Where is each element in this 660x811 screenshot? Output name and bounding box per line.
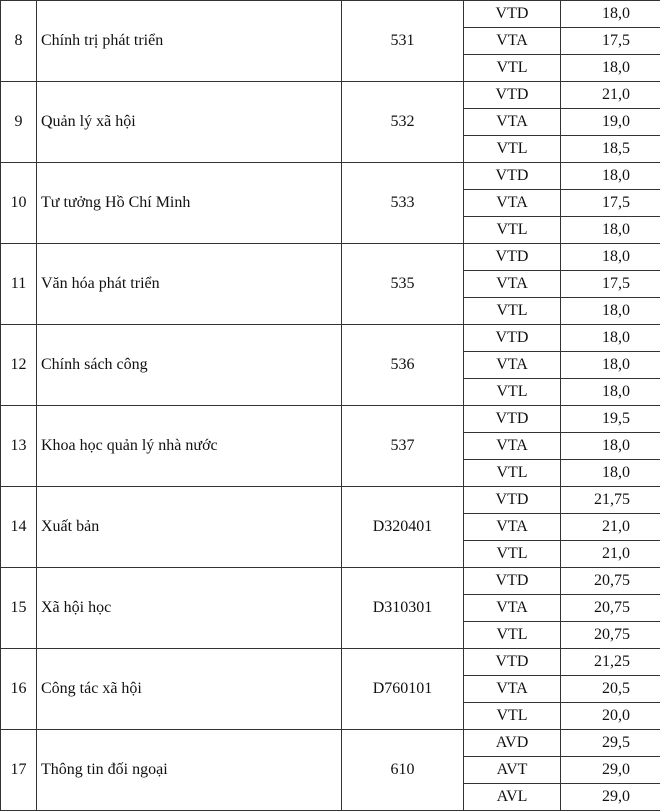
major-code: 531 — [342, 1, 464, 82]
table-row — [1, 1, 660, 28]
exam-group: VTL — [464, 217, 561, 244]
exam-group: VTA — [464, 271, 561, 298]
row-number: 8 — [1, 1, 37, 82]
exam-group: VTD — [464, 487, 561, 514]
major-code: 537 — [342, 406, 464, 487]
exam-group: VTL — [464, 55, 561, 82]
cutoff-score: 20,5 — [561, 676, 660, 703]
row-number: 12 — [1, 325, 37, 406]
cutoff-score: 19,5 — [561, 406, 660, 433]
exam-group: AVD — [464, 730, 561, 757]
major-code: 532 — [342, 82, 464, 163]
row-number: 11 — [1, 244, 37, 325]
major-name: Văn hóa phát triển — [37, 244, 342, 325]
major-code: 535 — [342, 244, 464, 325]
exam-group: VTL — [464, 460, 561, 487]
row-number: 14 — [1, 487, 37, 568]
exam-group: VTL — [464, 541, 561, 568]
cutoff-score: 18,0 — [561, 244, 660, 271]
major-name: Quản lý xã hội — [37, 82, 342, 163]
major-code: D760101 — [342, 649, 464, 730]
cutoff-score: 18,0 — [561, 325, 660, 352]
exam-group: VTD — [464, 406, 561, 433]
major-code: D320401 — [342, 487, 464, 568]
exam-group: VTA — [464, 109, 561, 136]
cutoff-score: 29,0 — [561, 757, 660, 784]
table-row — [1, 163, 660, 190]
cutoff-score: 21,0 — [561, 541, 660, 568]
exam-group: VTA — [464, 676, 561, 703]
exam-group: VTA — [464, 352, 561, 379]
exam-group: VTD — [464, 568, 561, 595]
cutoff-score: 20,75 — [561, 595, 660, 622]
cutoff-score: 20,0 — [561, 703, 660, 730]
exam-group: AVL — [464, 784, 561, 811]
cutoff-score: 20,75 — [561, 622, 660, 649]
row-number: 15 — [1, 568, 37, 649]
exam-group: VTD — [464, 1, 561, 28]
cutoff-score: 17,5 — [561, 28, 660, 55]
exam-group: VTA — [464, 595, 561, 622]
exam-group: VTD — [464, 82, 561, 109]
major-name: Xã hội học — [37, 568, 342, 649]
cutoff-score: 17,5 — [561, 271, 660, 298]
cutoff-score: 17,5 — [561, 190, 660, 217]
cutoff-score: 20,75 — [561, 568, 660, 595]
major-code: 536 — [342, 325, 464, 406]
exam-group: VTA — [464, 514, 561, 541]
row-number: 10 — [1, 163, 37, 244]
row-number: 13 — [1, 406, 37, 487]
cutoff-score: 18,0 — [561, 379, 660, 406]
exam-group: VTL — [464, 298, 561, 325]
major-name: Chính trị phát triển — [37, 1, 342, 82]
table-row — [1, 325, 660, 352]
exam-group: VTL — [464, 379, 561, 406]
cutoff-score: 21,25 — [561, 649, 660, 676]
major-name: Khoa học quản lý nhà nước — [37, 406, 342, 487]
table-row — [1, 649, 660, 676]
cutoff-score: 18,0 — [561, 352, 660, 379]
table-row — [1, 568, 660, 595]
exam-group: VTD — [464, 244, 561, 271]
exam-group: VTA — [464, 28, 561, 55]
exam-group: VTL — [464, 136, 561, 163]
major-name: Công tác xã hội — [37, 649, 342, 730]
table-row — [1, 730, 660, 757]
cutoff-score: 29,0 — [561, 784, 660, 811]
exam-group: VTA — [464, 433, 561, 460]
cutoff-score: 18,0 — [561, 55, 660, 82]
major-name: Tư tưởng Hồ Chí Minh — [37, 163, 342, 244]
cutoff-score: 19,0 — [561, 109, 660, 136]
table-row — [1, 82, 660, 109]
cutoff-score: 18,5 — [561, 136, 660, 163]
major-code: 610 — [342, 730, 464, 811]
row-number: 16 — [1, 649, 37, 730]
table-row — [1, 244, 660, 271]
cutoff-score: 18,0 — [561, 298, 660, 325]
major-code: 533 — [342, 163, 464, 244]
exam-group: VTA — [464, 190, 561, 217]
cutoff-score: 21,0 — [561, 82, 660, 109]
cutoff-score: 21,0 — [561, 514, 660, 541]
exam-group: VTD — [464, 649, 561, 676]
cutoff-score: 21,75 — [561, 487, 660, 514]
exam-group: VTL — [464, 703, 561, 730]
table-row — [1, 406, 660, 433]
cutoff-score: 18,0 — [561, 460, 660, 487]
row-number: 9 — [1, 82, 37, 163]
cutoff-score: 29,5 — [561, 730, 660, 757]
cutoff-score: 18,0 — [561, 217, 660, 244]
major-code: D310301 — [342, 568, 464, 649]
exam-group: VTD — [464, 163, 561, 190]
major-name: Thông tin đối ngoại — [37, 730, 342, 811]
cutoff-score: 18,0 — [561, 1, 660, 28]
exam-group: VTD — [464, 325, 561, 352]
table-row — [1, 487, 660, 514]
row-number: 17 — [1, 730, 37, 811]
exam-group: VTL — [464, 622, 561, 649]
cutoff-score: 18,0 — [561, 163, 660, 190]
cutoff-score: 18,0 — [561, 433, 660, 460]
major-name: Chính sách công — [37, 325, 342, 406]
major-name: Xuất bản — [37, 487, 342, 568]
table-body — [1, 1, 660, 811]
exam-group: AVT — [464, 757, 561, 784]
